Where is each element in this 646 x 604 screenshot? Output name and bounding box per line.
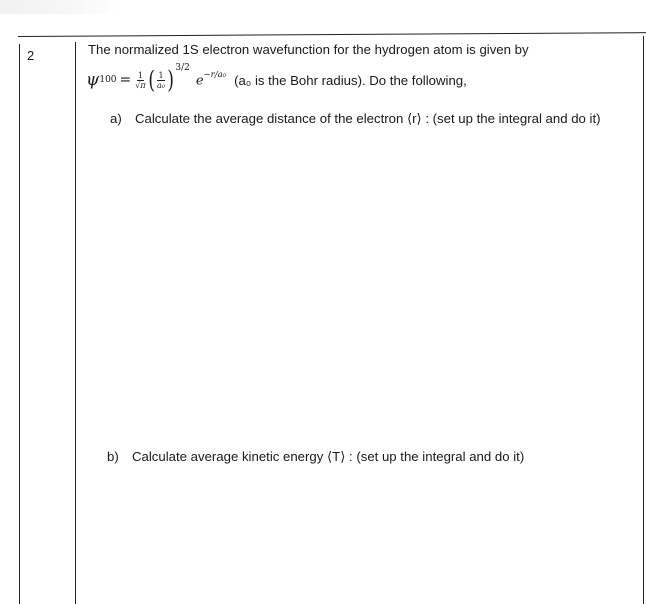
table-left-border xyxy=(19,44,20,604)
scan-smudge xyxy=(0,0,120,14)
wavefunction-formula xyxy=(86,58,467,102)
table-top-border xyxy=(18,32,646,37)
left-paren: ( xyxy=(148,66,155,94)
psi-subscript: 100 xyxy=(99,75,117,85)
psi-symbol: ψ xyxy=(86,70,100,90)
fraction-numerator: 1 xyxy=(137,70,143,80)
table-column-divider xyxy=(75,42,76,604)
part-b-label: b) xyxy=(107,449,119,464)
bohr-radius-note: (a₀ is the Bohr radius). Do the following, xyxy=(234,72,467,88)
equals-sign: = xyxy=(119,72,132,88)
question-number: 2 xyxy=(27,48,35,63)
exp-power: −r/a₀ xyxy=(203,69,227,80)
exp-base: e xyxy=(195,73,204,89)
part-a-text: Calculate the average distance of the electron ⟨r⟩ : (set up the integral and do it) xyxy=(135,111,601,126)
power-exponent: 3/2 xyxy=(175,63,190,73)
part-b-text: Calculate average kinetic energy ⟨T⟩ : (set up the integral and do it) xyxy=(132,449,525,464)
part-a xyxy=(110,111,601,127)
question-intro: The normalized 1S electron wavefunction for the hydrogen atom is given by xyxy=(88,42,529,57)
bohr-fraction xyxy=(157,71,165,90)
normalization-fraction xyxy=(135,71,145,90)
part-a-label: a) xyxy=(110,111,122,126)
exponential-term xyxy=(195,69,227,89)
bohr-fraction-numerator: 1 xyxy=(158,70,164,80)
fraction-denominator: √π xyxy=(135,80,146,90)
part-b xyxy=(107,449,524,465)
table-right-border xyxy=(643,36,644,604)
bohr-fraction-denominator: a₀ xyxy=(157,80,165,90)
right-paren: ) xyxy=(167,66,174,94)
